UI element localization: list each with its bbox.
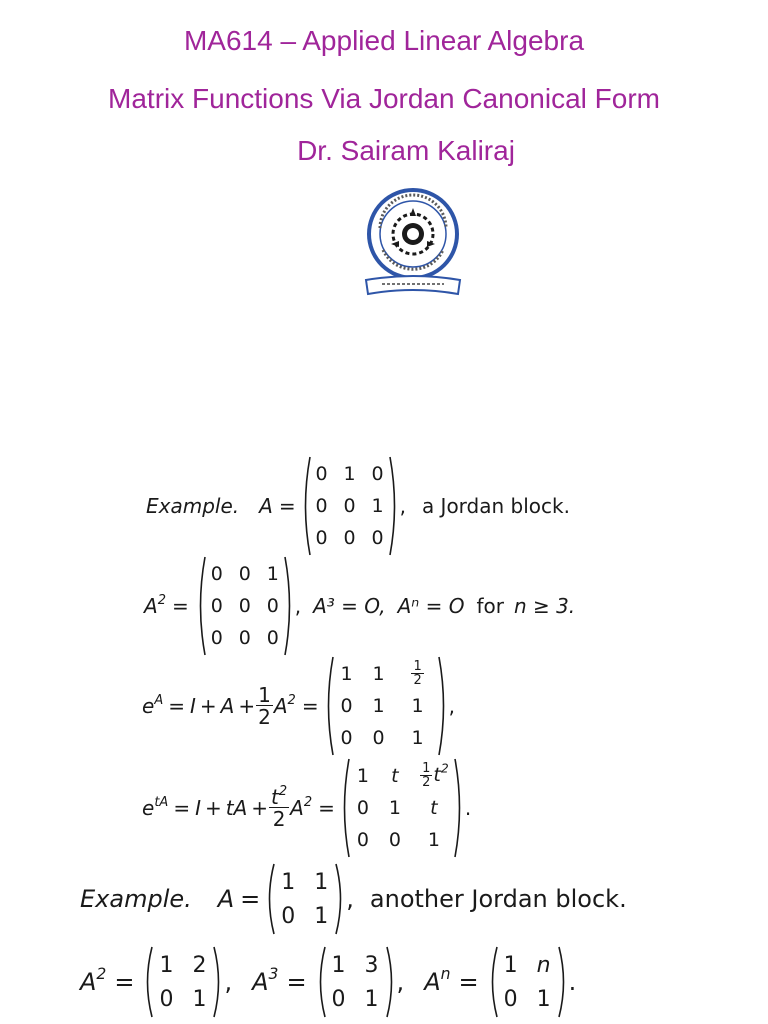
matrix-B2 — [142, 946, 224, 1018]
course-title: MA614 – Applied Linear Algebra — [183, 25, 585, 56]
matrix-entries — [278, 865, 332, 933]
condition-text: n ≥ 3. — [513, 594, 576, 618]
fraction-half: $\frac{1}{2}$ — [258, 682, 271, 729]
matrix-entry: $\frac{1}{2}$ — [413, 658, 422, 688]
symbol-eA: $e^A$ — [142, 692, 164, 718]
matrix-entry: 1 — [536, 986, 551, 1012]
matrix-entry: 0 — [388, 829, 401, 851]
matrix-entry: 1 — [503, 952, 518, 978]
matrix-entry: 1 — [314, 869, 329, 895]
comma: , — [399, 494, 406, 518]
matrix-entry: 1 — [266, 563, 279, 585]
left-paren — [487, 946, 499, 1018]
matrix-A2 — [195, 556, 295, 656]
matrix-entry: 0 — [371, 527, 384, 549]
symbol-B3: $A^3$ — [252, 965, 279, 996]
matrix-entry: 1 — [364, 986, 379, 1012]
matrix-entry: 0 — [503, 986, 518, 1012]
matrix-entry: 0 — [356, 829, 369, 851]
left-paren — [195, 556, 207, 656]
equals-sign: = — [278, 494, 296, 518]
matrix-entry: 1 — [372, 695, 385, 717]
right-paren — [283, 556, 295, 656]
matrix-entry: 0 — [343, 527, 356, 549]
matrix-entry: 1 — [411, 695, 424, 717]
matrix-B — [264, 863, 346, 935]
example1-line4: $e^{tA}$ = I + tA + $\frac{t^2}{2}$ $A^2$ = 1 t $\frac{1}{2}$ $t^2$ 0 1 t 0 0 1 . — [142, 761, 471, 855]
matrix-entry: 0 — [371, 463, 384, 485]
matrix-entries — [156, 948, 210, 1016]
equals-sign: = — [171, 594, 189, 618]
example2-line2: $A^2$ = 1 2 0 1 , $A^3$ = 1 3 0 1 , $A^n$ = 1 n 0 1 . — [80, 946, 576, 1018]
matrix-entry: t — [391, 765, 399, 787]
matrix-entry: 0 — [340, 695, 353, 717]
fraction-t2-over-2: $\frac{t^2}{2}$ — [271, 783, 288, 831]
iit-ropar-emblem-icon — [358, 188, 468, 300]
matrix-entry: 0 — [210, 595, 223, 617]
right-paren — [212, 946, 224, 1018]
matrix-entry: 0 — [343, 495, 356, 517]
matrix-entry: 0 — [159, 986, 174, 1012]
matrix-A-3x3 — [300, 456, 400, 556]
matrix-entry: 1 — [159, 952, 174, 978]
matrix-entry: 0 — [238, 595, 251, 617]
symbol-etA: $e^{tA}$ — [142, 794, 169, 820]
matrix-entry: 1 — [343, 463, 356, 485]
matrix-entry: 0 — [210, 627, 223, 649]
matrix-entries — [337, 658, 435, 754]
matrix-entry: 1 — [371, 495, 384, 517]
symbol-A: A — [259, 494, 273, 518]
example1-line2 — [144, 561, 575, 651]
matrix-entry: 0 — [372, 727, 385, 749]
matrix-eA — [323, 656, 449, 756]
matrix-entries — [353, 760, 451, 856]
matrix-entry: 1 — [356, 765, 369, 787]
for-word: for — [476, 594, 504, 618]
matrix-entry: 2 — [192, 952, 207, 978]
example1-line1 — [146, 461, 570, 551]
right-paren — [557, 946, 569, 1018]
comma: , — [294, 594, 302, 618]
right-paren — [453, 758, 465, 858]
matrix-entry: 0 — [210, 563, 223, 585]
matrix-entry: n — [536, 952, 551, 978]
left-paren — [142, 946, 154, 1018]
matrix-entry: 1 — [192, 986, 207, 1012]
example1-label: Example. — [146, 494, 240, 518]
matrix-B3 — [315, 946, 397, 1018]
matrix-entries — [501, 948, 555, 1016]
right-paren — [388, 456, 400, 556]
A3-equation: A³ = O, — [313, 594, 386, 618]
matrix-entries — [209, 558, 281, 654]
right-paren — [385, 946, 397, 1018]
example2-label: Example. — [80, 885, 192, 913]
left-paren — [264, 863, 276, 935]
matrix-entries — [329, 948, 383, 1016]
lecture-title: Matrix Functions Via Jordan Canonical Form — [108, 83, 660, 114]
matrix-entry: 3 — [364, 952, 379, 978]
symbol-A2: $A^2$ — [144, 592, 166, 618]
instructor-name: Dr. Sairam Kaliraj — [297, 135, 515, 166]
right-paren — [334, 863, 346, 935]
matrix-entry: 1 — [372, 663, 385, 685]
matrix-entry: 0 — [266, 627, 279, 649]
matrix-entry: 1 — [314, 903, 329, 929]
matrix-entry: 0 — [340, 727, 353, 749]
left-paren — [323, 656, 335, 756]
matrix-entry: 1 — [411, 727, 424, 749]
matrix-entry: 0 — [281, 903, 296, 929]
matrix-entry: 0 — [315, 527, 328, 549]
matrix-entry: 0 — [238, 627, 251, 649]
left-paren — [300, 456, 312, 556]
right-paren — [437, 656, 449, 756]
matrix-entry: 1 — [427, 829, 440, 851]
comma: , — [448, 694, 455, 718]
matrix-entries — [314, 458, 386, 554]
matrix-entry: 0 — [315, 463, 328, 485]
symbol-Bn: $A^n$ — [424, 965, 451, 996]
matrix-entry: t — [430, 797, 438, 819]
matrix-entry: 1 — [388, 797, 401, 819]
matrix-entry: 0 — [315, 495, 328, 517]
example1-line3: $e^A$ = I + A + $\frac{1}{2}$ $A^2$ = 1 1 $\frac{1}{2}$ 0 1 1 0 0 1 , — [142, 661, 455, 751]
matrix-entry: 0 — [238, 563, 251, 585]
example2-line1: Example. A = 1 1 0 1 , another Jordan block. — [80, 863, 627, 935]
left-paren — [315, 946, 327, 1018]
matrix-entry: 1 — [331, 952, 346, 978]
symbol-B2: $A^2$ — [80, 965, 107, 996]
An-equation: Aⁿ = O — [397, 594, 465, 618]
matrix-entry: 1 — [281, 869, 296, 895]
period: . — [464, 796, 472, 820]
matrix-entry: 0 — [266, 595, 279, 617]
left-paren — [339, 758, 351, 858]
matrix-entry: 0 — [356, 797, 369, 819]
matrix-entry: 0 — [331, 986, 346, 1012]
matrix-Bn — [487, 946, 569, 1018]
matrix-entry: $\frac{1}{2}$ $t^2$ — [422, 760, 449, 790]
example2-caption: another Jordan block. — [369, 885, 627, 913]
example1-caption: a Jordan block. — [421, 494, 570, 518]
matrix-entry: 1 — [340, 663, 353, 685]
matrix-etA — [339, 758, 465, 858]
